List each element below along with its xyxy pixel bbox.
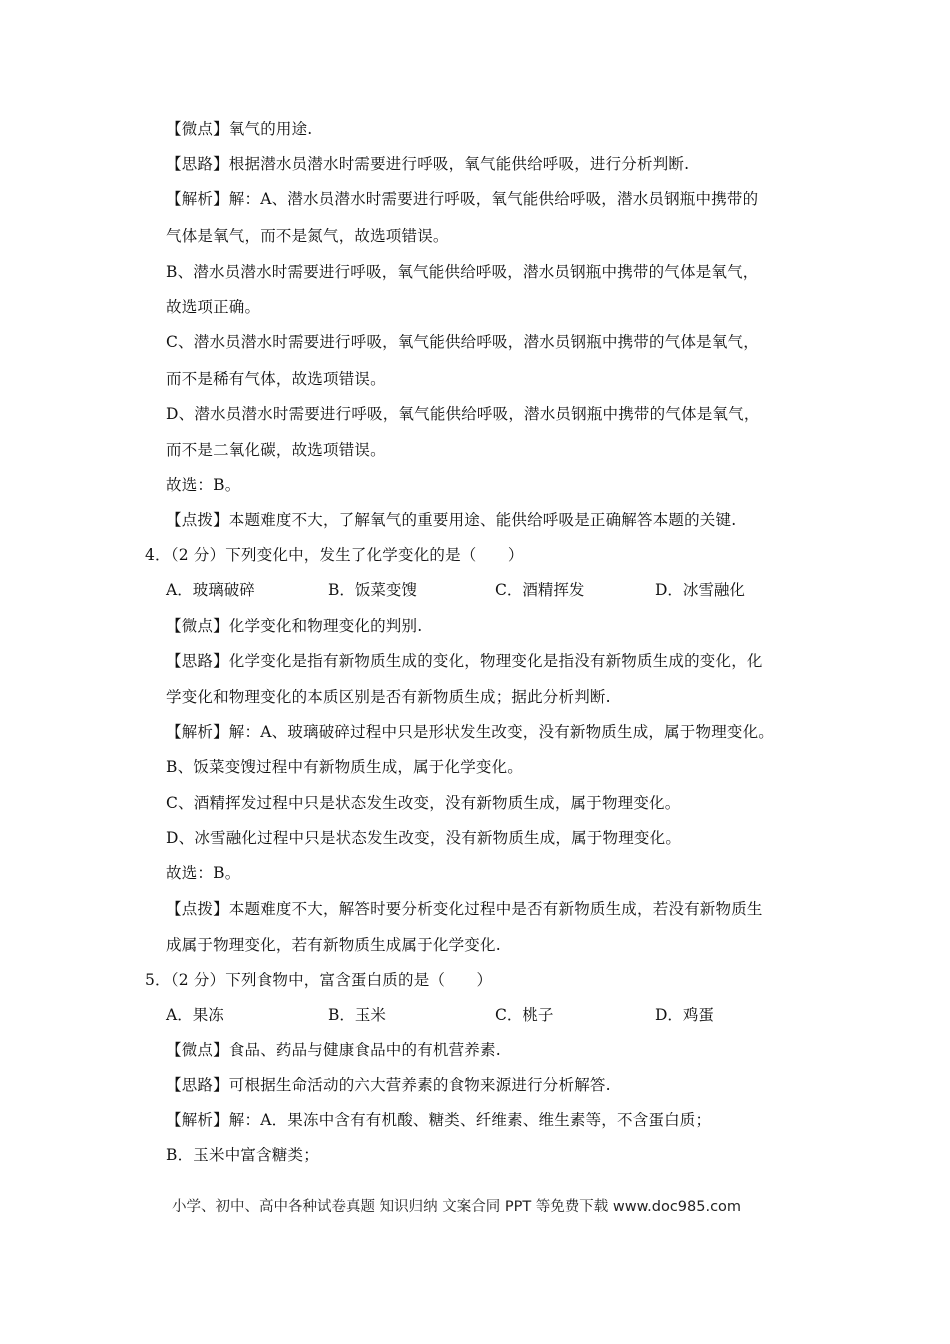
q4-point: 【微点】化学变化和物理变化的判别. [166, 617, 423, 635]
q3-analysis: 【解析】解：A、潜水员潜水时需要进行呼吸，氧气能供给呼吸，潜水员钢瓶中携带的 [166, 190, 759, 208]
q4-tip: 【点拨】本题难度不大，解答时要分析变化过程中是否有新物质生成，若没有新物质生 [166, 900, 763, 918]
q3-option-c-analysis-cont: 而不是稀有气体，故选项错误。 [166, 370, 386, 388]
q3-option-d-analysis-cont: 而不是二氧化碳，故选项错误。 [166, 441, 386, 459]
q3-option-d-analysis: D、潜水员潜水时需要进行呼吸，氧气能供给呼吸，潜水员钢瓶中携带的气体是氧气， [166, 405, 760, 423]
q4-answer: 故选：B。 [166, 864, 241, 882]
q5-option-b: B．玉米 [328, 1006, 386, 1024]
q3-option-c-analysis: C、潜水员潜水时需要进行呼吸，氧气能供给呼吸，潜水员钢瓶中携带的气体是氧气， [166, 333, 759, 351]
q4-option-d-analysis: D、冰雪融化过程中只是状态发生改变，没有新物质生成，属于物理变化。 [166, 829, 682, 847]
q5-question: 5．（2 分）下列食物中，富含蛋白质的是（ ） [145, 971, 493, 989]
q4-tip-cont: 成属于物理变化，若有新物质生成属于化学变化. [166, 936, 501, 954]
q5-option-a: A．果冻 [166, 1006, 224, 1024]
q4-question: 4．（2 分）下列变化中，发生了化学变化的是（ ） [145, 546, 524, 564]
q4-option-c: C．酒精挥发 [495, 581, 585, 599]
q3-tip: 【点拨】本题难度不大，了解氧气的重要用途、能供给呼吸是正确解答本题的关键. [166, 511, 737, 529]
q4-option-d: D．冰雪融化 [655, 581, 745, 599]
q5-option-d: D．鸡蛋 [655, 1006, 714, 1024]
q4-analysis: 【解析】解：A、玻璃破碎过程中只是形状发生改变，没有新物质生成，属于物理变化。 [166, 723, 774, 741]
q3-option-b-analysis: B、潜水员潜水时需要进行呼吸，氧气能供给呼吸，潜水员钢瓶中携带的气体是氧气， [166, 263, 759, 281]
q4-option-b: B．饭菜变馊 [328, 581, 417, 599]
q5-option-c: C．桃子 [495, 1006, 554, 1024]
q4-option-b-analysis: B、饭菜变馊过程中有新物质生成，属于化学变化。 [166, 758, 523, 776]
page-footer: 小学、初中、高中各种试卷真题 知识归纳 文案合同 PPT 等免费下载 www.doc985.com [172, 1199, 742, 1215]
q3-option-b-analysis-cont: 故选项正确。 [166, 298, 261, 316]
q4-approach: 【思路】化学变化是指有新物质生成的变化，物理变化是指没有新物质生成的变化，化 [166, 652, 763, 670]
q3-analysis-cont: 气体是氧气，而不是氮气，故选项错误。 [166, 227, 449, 245]
q3-approach: 【思路】根据潜水员潜水时需要进行呼吸，氧气能供给呼吸，进行分析判断. [166, 155, 690, 173]
q4-option-c-analysis: C、酒精挥发过程中只是状态发生改变，没有新物质生成，属于物理变化。 [166, 794, 681, 812]
q3-answer: 故选：B。 [166, 476, 241, 494]
q5-approach: 【思路】可根据生命活动的六大营养素的食物来源进行分析解答. [166, 1076, 611, 1094]
q5-analysis-cont: B．玉米中富含糖类； [166, 1146, 319, 1164]
q3-point: 【微点】氧气的用途. [166, 120, 313, 138]
q5-analysis: 【解析】解：A．果冻中含有有机酸、糖类、纤维素、维生素等，不含蛋白质； [166, 1111, 712, 1129]
q4-option-a: A．玻璃破碎 [166, 581, 255, 599]
q4-approach-cont: 学变化和物理变化的本质区别是否有新物质生成；据此分析判断. [166, 688, 611, 706]
q5-point: 【微点】食品、药品与健康食品中的有机营养素. [166, 1041, 501, 1059]
